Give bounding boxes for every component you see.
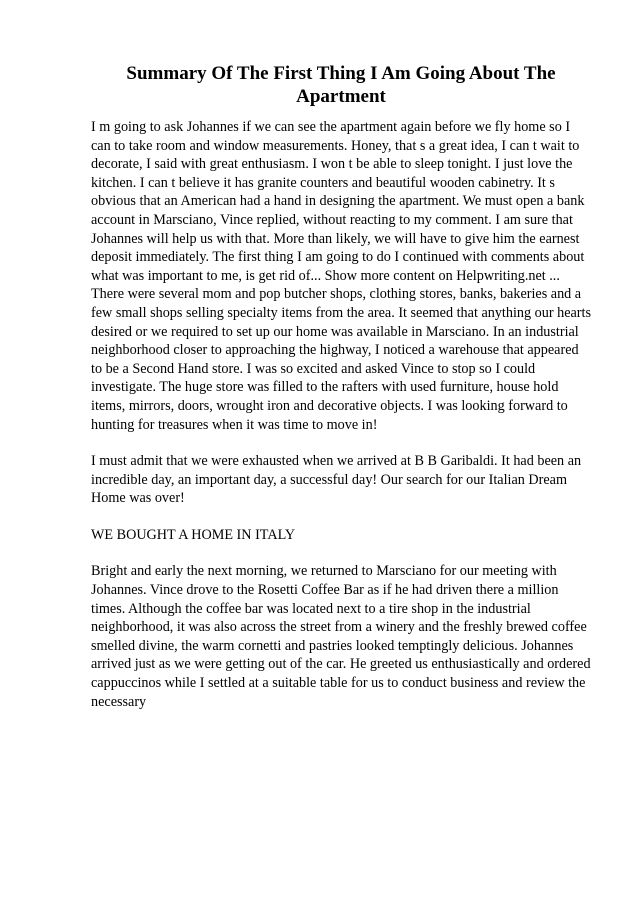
section-heading: WE BOUGHT A HOME IN ITALY [91,526,296,543]
document-page [91,62,591,711]
paragraph-1: I m going to ask Johannes if we can see the apartment again before we fly home so I can to take room and window measurements. Honey, that s a great idea, I can t wait to decorate, I said with great enthusiasm. I won t be able to sleep tonight. I just love the kitchen. I can t believe it has granite counters and beautiful wooden cabinetry. It s obvious that an American had a hand in designing the apartment. We must open a bank account in Marsciano, Vince replied, without reacting to my comment. I am sure that Johannes will help us with that. More than likely, we will have to give him the earnest deposit immediately. The first thing I am going to do I continued with comments about what was important to me, is get rid of... Show more content on Helpwriting.net ... [91,119,585,284]
paragraph-3: I must admit that we were exhausted when we arrived at B B Garibaldi. It had been an incredible day, an important day, a successful day! Our search for our Italian Dream Home was over! [91,453,582,507]
paragraph-2: There were several mom and pop butcher shops, clothing stores, banks, bakeries and a few small shops selling specialty items from the area. It seemed that anything our hearts desired or we required to set up our home was available in Marsciano. In an industrial neighborhood closer to approaching the highway, I noticed a warehouse that appeared to be a Second Hand store. I was so excited and asked Vince to stop so I could investigate. The huge store was filled to the rafters with used furniture, house hold items, mirrors, doors, wrought iron and decorative objects. I was looking forward to hunting for treasures when it was time to move in! [91,286,591,433]
document-title: Summary Of The First Thing I Am Going About The Apartment [126,63,556,107]
paragraph-4: Bright and early the next morning, we returned to Marsciano for our meeting with Johannes. Vince drove to the Rosetti Coffee Bar as if he had driven there a million times. Although the coffee bar was located next to a tire shop in the industrial neighborhood, it was also across the street from a winery and the freshly brewed coffee smelled divine, the warm cornetti and pastries looked temptingly delicious. Johannes arrived just as we were getting out of the car. He greeted us enthusiastically and ordered cappuccinos while I settled at a suitable table for us to conduct business and review the necessary [91,563,591,710]
